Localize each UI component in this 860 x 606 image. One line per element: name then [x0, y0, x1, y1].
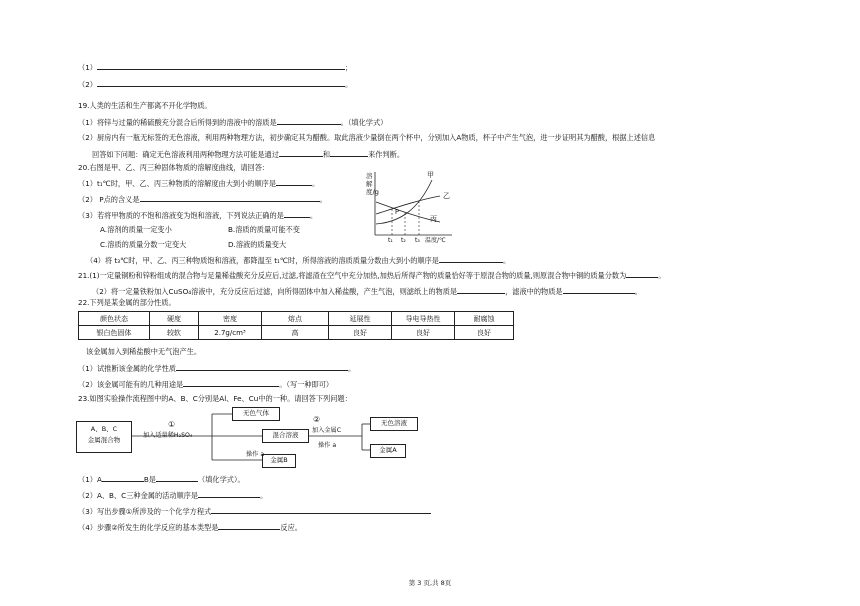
flow-box-colorless-solution: 无色溶液	[370, 417, 418, 431]
q23-s3	[78, 506, 431, 516]
flow-box-metal-a: 金属A	[370, 444, 406, 458]
q20-s3-answer[interactable]	[284, 210, 310, 218]
q21-s2-answer-1[interactable]	[457, 286, 505, 294]
table-header: 导电导热性	[392, 312, 455, 326]
flow-box-mix-solution: 混合溶液	[262, 429, 309, 443]
table-header: 密度	[199, 312, 262, 326]
flow-op-a-1: 操作 a	[246, 451, 265, 458]
flow-step2-label: 加入金属C	[312, 427, 342, 434]
q23-s4-post: 反应。	[280, 523, 302, 532]
q23-s2-post: 。	[260, 491, 268, 500]
q20-s4	[86, 255, 510, 265]
q22-s2	[78, 379, 333, 389]
q18-line-2	[78, 79, 352, 89]
q21-s1-text: 21.(1)一定量铜粉和锌粉组成的混合物与足量稀盐酸充分反应后,过滤,将滤渣在空气中充分加热,加热后所得产物的质量恰好等于原混合物的质量,则原混合物中铜的质量分数为	[78, 271, 627, 280]
graph-t1: t₁	[388, 237, 393, 244]
graph-label-jia: 甲	[427, 171, 434, 179]
q21-s2-answer-2[interactable]	[563, 286, 635, 294]
graph-label-yi: 乙	[443, 192, 450, 200]
q20-s1-post: 。	[312, 179, 320, 188]
q23-s1-post: （填化学式）。	[198, 475, 245, 484]
q23-s1-answer-2[interactable]	[156, 474, 198, 482]
q19-s2b	[92, 149, 404, 159]
q19-s2b-post: 来作判断。	[368, 150, 405, 159]
q18-l2-end: 。	[344, 80, 353, 89]
page-footer: 第 3 页,共 8页	[408, 579, 452, 587]
graph-xlabel: 温度/℃	[425, 237, 446, 244]
table-cell: 良好	[392, 326, 455, 340]
q18-answer-1[interactable]	[97, 62, 345, 70]
q22-s1-text: （1）试推断该金属的化学性质	[78, 364, 177, 373]
table-header: 熔点	[262, 312, 329, 326]
q20-s2-text: （2） P点的含义是	[78, 195, 140, 204]
table-cell: 良好	[329, 326, 392, 340]
q19-title: 19.人类的生活和生产都离不开化学物质。	[78, 101, 212, 110]
graph-label-bing: 丙	[430, 215, 437, 223]
q20-s1	[78, 178, 319, 188]
table-header: 颜色状态	[79, 312, 150, 326]
graph-axes	[375, 172, 452, 235]
q23-s1-answer-1[interactable]	[102, 474, 144, 482]
q20-s4-text: （4）将 t₃℃时，甲、乙、丙三种物质饱和溶液，都降温至 t₁℃时，所得溶液的溶质质量分数由大到小的顺序是	[86, 256, 439, 265]
curve-jia	[376, 180, 432, 224]
flow-box-mixture: A、B、C 金属混合物	[76, 421, 132, 453]
q23-s2-text: （2）A、B、C三种金属的活动顺序是	[78, 491, 199, 500]
flow-op-a-2: 操作 a	[318, 442, 337, 449]
curve-yi	[376, 196, 440, 214]
q20-option-c: C.溶质的质量分数一定变大	[100, 240, 187, 249]
q22-s1-post: 。	[348, 364, 356, 373]
q19-s1-answer[interactable]	[277, 117, 341, 125]
table-cell: 高	[262, 326, 329, 340]
flow-step1-number: ①	[168, 420, 176, 429]
q22-s1-answer[interactable]	[176, 363, 348, 371]
q22-s1	[78, 363, 355, 373]
q19-s2b-mid: 和	[322, 150, 331, 159]
q23-s3-text: （3）写出步骤①所涉及的一个化学方程式	[78, 507, 212, 516]
graph-t3: t₃	[415, 237, 420, 244]
q20-s3-post: 。	[309, 211, 318, 220]
q18-l2-prefix: （2）	[78, 80, 97, 89]
q23-s2	[78, 490, 267, 500]
q23-s1-text: （1）A	[78, 475, 102, 484]
graph-ylabel: 溶解度/g	[366, 172, 379, 196]
q20-s1-answer[interactable]	[276, 178, 312, 186]
table-header-row	[79, 312, 514, 326]
q22-s2-post: 。（写一种即可）	[279, 380, 334, 389]
q23-s1	[78, 474, 245, 484]
q18-answer-2[interactable]	[97, 79, 345, 87]
q20-option-b: B.溶质的质量可能不变	[228, 225, 300, 234]
q23-s2-answer[interactable]	[198, 490, 260, 498]
q20-s2	[78, 194, 327, 204]
q22-s2-answer[interactable]	[183, 379, 279, 387]
q23-s4	[78, 522, 302, 532]
q20-s4-post: 。	[502, 256, 511, 265]
q23-s4-answer[interactable]	[218, 522, 280, 530]
table-row	[79, 326, 514, 340]
q19-s1-text: （1）将锌与过量的稀硫酸充分混合后所得到的溶液中的溶质是	[78, 118, 277, 127]
q23-s4-text: （4）步骤②所发生的化学反应的基本类型是	[78, 523, 219, 532]
q19-s1-post: 。（填化学式）	[340, 118, 388, 127]
q19-s2b-answer-2[interactable]	[330, 149, 368, 157]
table-header: 延展性	[329, 312, 392, 326]
q21-s1	[78, 270, 665, 280]
q20-s2-post: 。	[319, 195, 327, 204]
q21-s2-text: （2）将一定量铁粉加入CuSO₄溶液中，充分反应后过滤，向所得固体中加入稀盐酸，产生气泡，则滤纸上的物质是	[92, 287, 458, 296]
q23-s1-mid: B是	[143, 475, 156, 484]
q21-s2-mid: ，滤液中的物质是	[505, 287, 563, 296]
q20-s2-answer[interactable]	[140, 194, 320, 202]
flow-box-gas: 无色气体	[232, 407, 280, 421]
q19-s2a: （2）厨房内有一瓶无标签的无色溶液，利用两种物理方法，初步确定其为醋酸。取此溶液少量倒在两个杯中，分别加入A物质，杯子中产生气泡，进一步证明其为醋酸，根据上述信息	[78, 133, 656, 142]
q23-title: 23.如图实验操作流程图中的A、B、C分别是Al、Fe、Cu中的一种。请回答下列问题：	[78, 394, 352, 403]
q21-s1-post: 。	[658, 271, 666, 280]
q22-s2-text: （2）该金属可能有的几种用途是	[78, 380, 184, 389]
q20-title: 20.右图是甲、乙、丙三种固体物质的溶解度曲线，请回答：	[78, 163, 270, 172]
flow-box-metal-b: 金属B	[262, 454, 296, 468]
table-header: 耐腐蚀	[455, 312, 514, 326]
table-cell: 2.7g/cm³	[199, 326, 262, 340]
table-cell: 银白色固体	[79, 326, 150, 340]
table-cell: 良好	[455, 326, 514, 340]
flow-step1-label: 加入适量稀H₂SO₄	[143, 432, 193, 439]
metal-properties-table	[78, 311, 514, 340]
q19-s2b-text: 回答如下问题：确定无色溶液利用两种物理方法可能是通过	[92, 150, 279, 159]
q19-s2b-answer-1[interactable]	[279, 149, 323, 157]
graph-t2: t₂	[401, 237, 406, 244]
q21-s2-post: 。	[634, 287, 642, 296]
q20-s1-text: （1）t₁℃时，甲、乙、丙三种物质的溶解度由大到小的顺序是	[78, 179, 277, 188]
table-cell: 较软	[150, 326, 199, 340]
q18-line-1	[78, 62, 352, 72]
q18-l1-prefix: （1）	[78, 63, 97, 72]
q20-option-d: D.溶液的质量变大	[228, 240, 287, 249]
q18-l1-end: ；	[344, 63, 353, 72]
q21-s2	[92, 286, 642, 296]
q20-s3-text: （3）若将甲物质的不饱和溶液变为饱和溶液，下列说法正确的是	[78, 211, 284, 220]
q20-option-a: A.溶剂的质量一定变小	[100, 225, 172, 234]
flow-step2-number: ②	[313, 415, 321, 424]
q19-s1	[78, 117, 387, 127]
table-header: 硬度	[150, 312, 199, 326]
q23-s3-answer[interactable]	[211, 506, 431, 514]
q20-s3	[78, 210, 317, 220]
q20-s4-answer[interactable]	[439, 255, 503, 263]
q21-s1-answer[interactable]	[626, 270, 658, 278]
q22-title: 22.下列是某金属的部分性质。	[78, 298, 176, 307]
q22-note: 该金属加入到稀盐酸中无气泡产生。	[86, 347, 202, 356]
graph-point-p: P	[395, 208, 399, 216]
